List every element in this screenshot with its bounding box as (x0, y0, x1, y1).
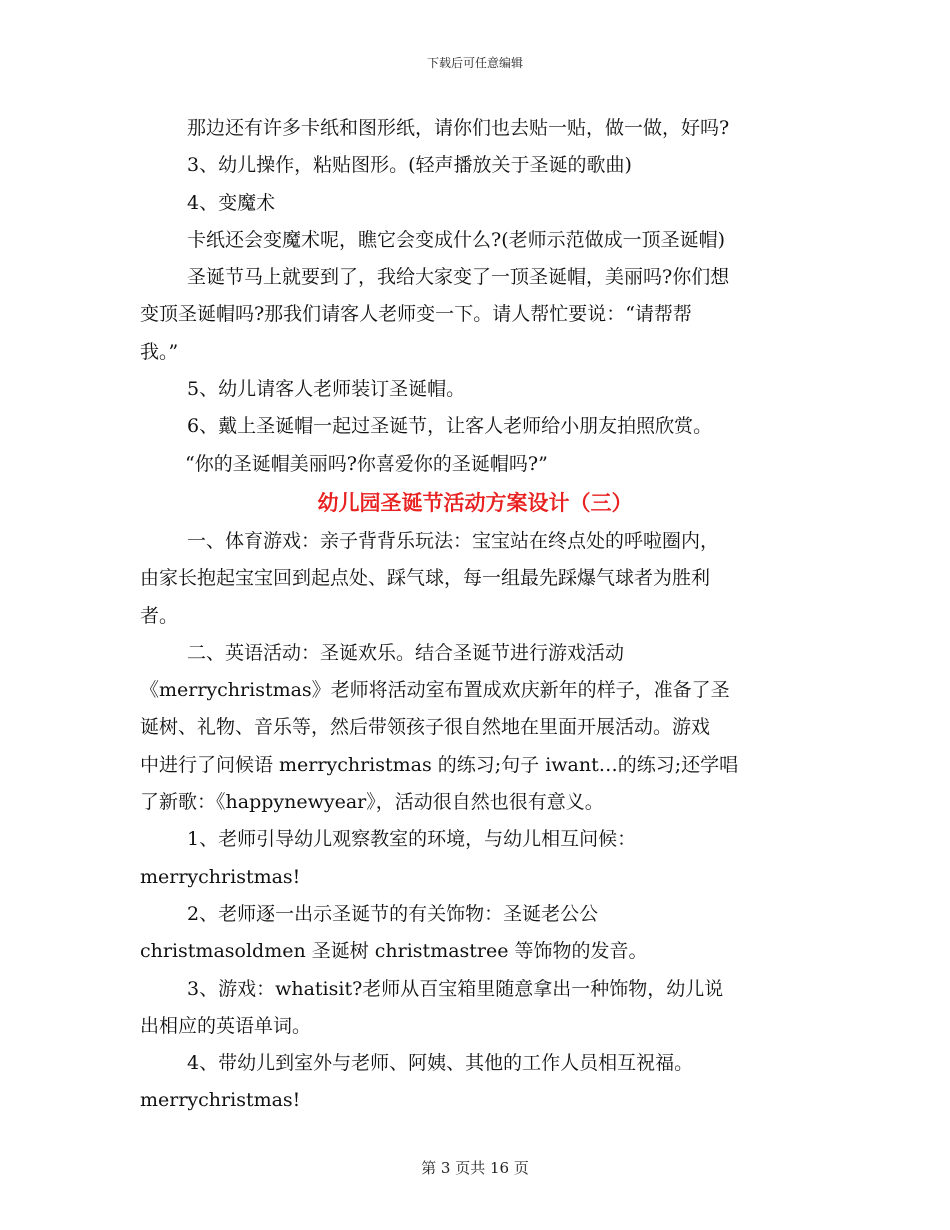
paragraph-line: 由家长抱起宝宝回到起点处、踩气球，每一组最先踩爆气球者为胜利 (140, 567, 711, 590)
paragraph-line: 二、英语活动：圣诞欢乐。结合圣诞节进行游戏活动 (187, 641, 625, 664)
section-title: 幼儿园圣诞节活动方案设计（三） (317, 490, 633, 515)
paragraph-line: 3、游戏：whatisit?老师从百宝箱里随意拿出一种饰物，幼儿说 (187, 977, 724, 1000)
paragraph-line: 1、老师引导幼儿观察教室的环境，与幼儿相互问候： (187, 828, 637, 851)
page-header: 下载后可任意编辑 (426, 56, 523, 70)
paragraph-line: 诞树、礼物、音乐等，然后带领孩子很自然地在里面开展活动。游戏 (140, 716, 711, 739)
page-footer: 第 3 页共 16 页 (421, 1159, 529, 1177)
paragraph-line: 卡纸还会变魔术呢，瞧它会变成什么?(老师示范做成一顶圣诞帽) (187, 228, 726, 251)
paragraph-line: 出相应的英语单词。 (140, 1014, 312, 1037)
paragraph-line: 我。” (140, 340, 179, 363)
paragraph-line: 那边还有许多卡纸和图形纸，请你们也去贴一贴，做一做，好吗? (187, 117, 730, 139)
paragraph-line: christmasoldmen 圣诞树 christmastree 等饰物的发音。 (140, 940, 648, 963)
paragraph-line: 4、变魔术 (187, 191, 276, 214)
paragraph-line: merrychristmas! (140, 1089, 301, 1112)
paragraph-line: “你的圣诞帽美丽吗?你喜爱你的圣诞帽吗?” (185, 452, 548, 475)
paragraph-line: 者。 (140, 604, 179, 627)
paragraph-line: 圣诞节马上就要到了，我给大家变了一顶圣诞帽，美丽吗?你们想 (187, 266, 730, 289)
paragraph-line: 《merrychristmas》老师将活动室布置成欢庆新年的样子，准备了圣 (140, 679, 730, 702)
paragraph-line: 6、戴上圣诞帽一起过圣诞节，让客人老师给小朋友拍照欣赏。 (187, 415, 713, 438)
paragraph-line: 2、老师逐一出示圣诞节的有关饰物：圣诞老公公 (187, 902, 599, 925)
paragraph-line: 4、带幼儿到室外与老师、阿姨、其他的工作人员相互祝福。 (187, 1052, 694, 1075)
paragraph-line: 3、幼儿操作，粘贴图形。(轻声播放关于圣诞的歌曲) (187, 154, 632, 177)
paragraph-line: merrychristmas! (140, 865, 301, 888)
paragraph-line: 5、幼儿请客人老师装订圣诞帽。 (187, 378, 466, 401)
paragraph-line: 一、体育游戏：亲子背背乐玩法：宝宝站在终点处的呼啦圈内， (187, 529, 720, 552)
paragraph-line: 中进行了问候语 merrychristmas 的练习;句子 iwant…的练习;还学唱 (140, 753, 739, 776)
paragraph-line: 了新歌：《happynewyear》，活动很自然也很有意义。 (140, 791, 604, 814)
document-body (140, 110, 810, 1120)
paragraph-line: 变顶圣诞帽吗?那我们请客人老师变一下。请人帮忙要说：“请帮帮 (140, 303, 692, 326)
